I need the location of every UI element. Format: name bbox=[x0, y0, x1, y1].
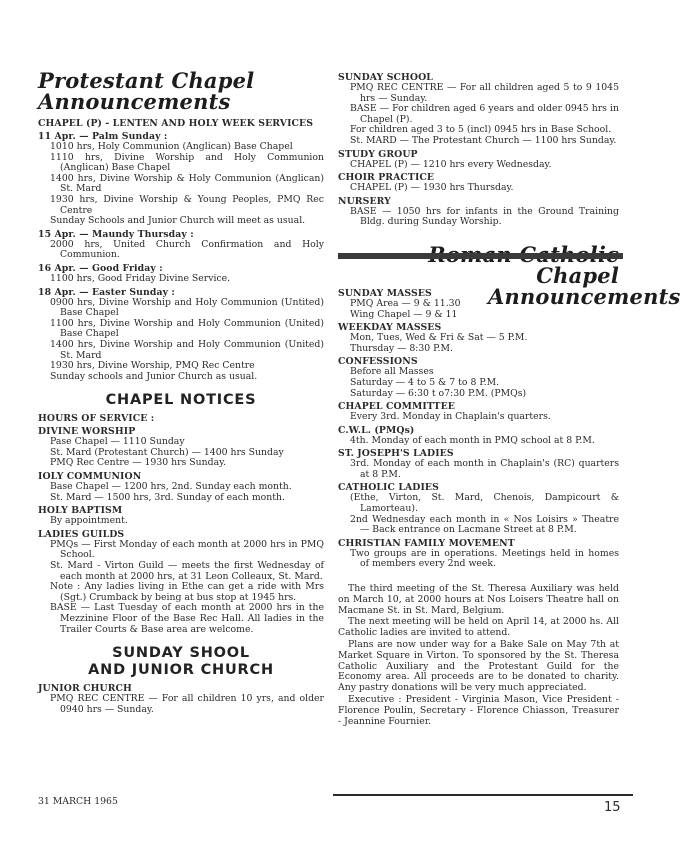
notice-section bbox=[338, 448, 619, 480]
section-heading: CHRISTIAN FAMILY MOVEMENT bbox=[338, 537, 515, 549]
catholic-paragraph: Executive : President - Virginia Mason, Vice President - Florence Poulin, Secretary - Florence Chiasson, Treasurer - Jeannine Fournier. bbox=[338, 694, 619, 727]
day-heading: 11 Apr. — Palm Sunday : bbox=[38, 131, 168, 142]
catholic-paragraph: Plans are now under way for a Bake Sale on May 7th at Market Square in Virton. To sponsored by the St. Theresa Catholic Auxiliary and the Protestant Guild for the Economy area. All proceeds are to be donated to charity. Any pastry donations will be very much appreciated. bbox=[338, 639, 619, 694]
section-item: Pase Chapel — 1110 Sunday bbox=[50, 436, 185, 448]
section-item: Wing Chapel — 9 & 11 bbox=[350, 308, 458, 320]
section-item: St. MARD — The Protestant Church — 1100 hrs Sunday. bbox=[350, 134, 617, 146]
section-item: BASE — 1050 hrs for infants in the Ground Training Bldg. during Sunday Worship. bbox=[350, 205, 619, 228]
section-item: St. Mard - Virton Guild — meets the first Wednesday of each month at 2000 hrs, at 31 Leon Colleaux, St. Mard. bbox=[50, 560, 324, 582]
day-item: 1110 hrs, Divine Worship and Holy Communion (Anglican) Base Chapel bbox=[50, 151, 324, 174]
footer-date: 31 MARCH 1965 bbox=[38, 796, 118, 807]
day-item: 1100 hrs, Good Friday Divine Service. bbox=[50, 272, 231, 284]
notice-section bbox=[338, 356, 619, 399]
notice-section bbox=[338, 149, 619, 171]
section-item: Before all Masses bbox=[350, 366, 434, 378]
catholic-sections bbox=[338, 322, 619, 570]
section-item: Saturday — 6:30 t o7:30 P.M. (PMQs) bbox=[350, 387, 527, 399]
section-heading: CHAPEL COMMITTEE bbox=[338, 401, 455, 413]
day-item: 1100 hrs, Divine Worship and Holy Communion (United) Base Chapel bbox=[50, 317, 324, 340]
holy-week-day bbox=[38, 229, 324, 261]
notice-section bbox=[338, 482, 619, 535]
section-heading: CONFESSIONS bbox=[338, 356, 418, 368]
protestant-title bbox=[38, 70, 324, 112]
section-heading: C.W.L. (PMQs) bbox=[338, 424, 415, 436]
day-item: Sunday schools and Junior Church as usual. bbox=[50, 370, 258, 382]
catholic-paragraph: The third meeting of the St. Theresa Auxiliary was held on March 10, at 2000 hours at Nos Loisers Theatre hall on Macmane St. in St. Mard, Belgium. bbox=[338, 583, 619, 616]
notice-section bbox=[38, 505, 324, 527]
catholic-title-line2-wrap bbox=[488, 283, 681, 309]
section-heading: NURSERY bbox=[338, 195, 391, 207]
right-column bbox=[338, 0, 681, 728]
section-item: 4th. Monday of each month in PMQ school at 8 P.M. bbox=[350, 434, 595, 446]
section-item: Two groups are in operations. Meetings held in homes of members every 2nd week. bbox=[350, 547, 619, 570]
notice-section bbox=[338, 72, 619, 147]
section-item: PMQ REC CENTRE — For all children aged 5 to 9 1045 hrs — Sunday. bbox=[350, 82, 619, 104]
section-heading: DIVINE WORSHIP bbox=[38, 426, 136, 438]
notice-section bbox=[38, 471, 324, 503]
left-column bbox=[38, 0, 324, 715]
section-item: Mon, Tues, Wed & Fri & Sat — 5 P.M. bbox=[350, 332, 528, 344]
catholic-top-row bbox=[338, 283, 681, 320]
section-item: PMQs — First Monday of each month at 2000 hrs in PMQ School. bbox=[50, 538, 324, 561]
section-item: St. Mard (Protestant Church) — 1400 hrs Sunday bbox=[50, 446, 284, 458]
day-item: 1010 hrs, Holy Communion (Anglican) Base Chapel bbox=[50, 141, 293, 152]
section-item: Thursday — 8:30 P.M. bbox=[350, 342, 453, 354]
section-item: St. Mard — 1500 hrs, 3rd. Sunday of each month. bbox=[50, 491, 285, 503]
catholic-paragraphs bbox=[338, 584, 619, 727]
holy-week-days bbox=[38, 131, 324, 382]
notice-section bbox=[338, 196, 619, 228]
catholic-title-line1: Chapel bbox=[536, 262, 619, 288]
section-item: Saturday — 4 to 5 & 7 to 8 P.M. bbox=[350, 376, 500, 388]
junior-church-heading: JUNIOR CHURCH bbox=[38, 683, 132, 695]
section-item: 2nd Wednesday each month in « Nos Loisirs » Theatre — Back entrance on Lacmane Street at 8 P.M. bbox=[350, 513, 619, 536]
notice-section bbox=[338, 425, 619, 447]
notice-section bbox=[338, 288, 488, 320]
sunday-school-sections bbox=[338, 72, 619, 228]
section-heading: WEEKDAY MASSES bbox=[338, 322, 442, 334]
section-divider bbox=[338, 253, 623, 259]
hours-heading: HOURS OF SERVICE : bbox=[38, 413, 155, 425]
day-heading: 18 Apr. — Easter Sunday : bbox=[38, 286, 175, 298]
services-heading: CHAPEL (P) - LENTEN AND HOLY WEEK SERVICES bbox=[38, 118, 314, 129]
catholic-title-line2: Announcements bbox=[488, 283, 681, 309]
protestant-title-line1: Protestant Chapel bbox=[38, 68, 255, 93]
day-item: 0900 hrs, Divine Worship and Holy Communion (Untited) Base Chapel bbox=[50, 296, 324, 319]
section-heading: ST. JOSEPH'S LADIES bbox=[338, 448, 454, 460]
notice-section bbox=[38, 426, 324, 469]
notice-section bbox=[338, 172, 619, 194]
catholic-title bbox=[338, 244, 619, 286]
section-item: Note : Any ladies living in Ethe can get a ride with Mrs (Sgt.) Crumback by being at bus stop at 1945 hrs. bbox=[50, 581, 324, 603]
protestant-title-line2: Announcements bbox=[38, 89, 231, 114]
notice-section bbox=[338, 322, 619, 354]
section-heading: LADIES GUILDS bbox=[38, 528, 125, 540]
section-item: Base Chapel — 1200 hrs, 2nd. Sunday each month. bbox=[50, 481, 292, 493]
notice-sections bbox=[38, 426, 324, 635]
section-heading: CHOIR PRACTICE bbox=[338, 172, 435, 184]
section-heading: IOLY COMMUNION bbox=[38, 471, 142, 483]
section-item: (Ethe, Virton, St. Mard, Chenois, Dampicourt & Lamorteau). bbox=[350, 492, 619, 515]
holy-week-day bbox=[38, 287, 324, 383]
day-item: 2000 hrs, United Church Confirmation and Holy Communion. bbox=[50, 238, 324, 261]
section-heading: HOLY BAPTISM bbox=[38, 505, 123, 517]
day-item: 1930 hrs, Divine Worship, PMQ Rec Centre bbox=[50, 360, 255, 372]
day-heading: 15 Apr. — Maundy Thursday : bbox=[38, 228, 194, 240]
page-number: 15 bbox=[604, 800, 621, 815]
section-heading: STUDY GROUP bbox=[338, 148, 418, 160]
footer-rule bbox=[333, 794, 633, 796]
section-item: For children aged 3 to 5 (incl) 0945 hrs in Base School. bbox=[350, 124, 612, 136]
notice-section bbox=[338, 401, 619, 423]
notice-section bbox=[338, 538, 619, 570]
sunday-school-title-line1: SUNDAY SHOOL bbox=[112, 645, 250, 662]
day-item: 1930 hrs, Divine Worship & Young Peoples, PMQ Rec Centre bbox=[50, 193, 324, 216]
junior-church-item: PMQ REC CENTRE — For all children 10 yrs, and older 0940 hrs — Sunday. bbox=[50, 693, 324, 715]
holy-week-day bbox=[38, 131, 324, 227]
section-heading: SUNDAY SCHOOL bbox=[338, 72, 433, 83]
sunday-school-title bbox=[38, 645, 324, 679]
catholic-first-section bbox=[338, 286, 488, 320]
section-item: PMQ Area — 9 & 11.30 bbox=[350, 297, 461, 309]
section-item: 3rd. Monday of each month in Chaplain's (RC) quarters at 8 P.M. bbox=[350, 458, 619, 480]
day-item: Sunday Schools and Junior Church will meet as usual. bbox=[50, 215, 306, 227]
section-heading: CATHOLIC LADIES bbox=[338, 482, 439, 494]
section-item: BASE — Last Tuesday of each month at 2000 hrs in the Mezzinine Floor of the Base Rec Hall. All ladies in the Trailer Courts & Base area are welcome. bbox=[50, 602, 324, 635]
day-item: 1400 hrs, Divine Worship and Holy Communion (United) St. Mard bbox=[50, 338, 324, 361]
catholic-paragraph: The next meeting will be held on April 14, at 2000 hs. All Catholic ladies are invited to attend. bbox=[338, 616, 619, 639]
section-item: CHAPEL (P) — 1210 hrs every Wednesday. bbox=[350, 158, 552, 170]
day-item: 1400 hrs, Divine Worship & Holy Communion (Anglican) St. Mard bbox=[50, 172, 324, 195]
section-item: Every 3rd. Monday in Chaplain's quarters. bbox=[350, 411, 551, 423]
holy-week-day bbox=[38, 263, 324, 285]
day-heading: 16 Apr. — Good Friday : bbox=[38, 262, 163, 274]
section-heading: SUNDAY MASSES bbox=[338, 287, 432, 299]
section-item: By appointment. bbox=[50, 515, 128, 527]
section-item: PMQ Rec Centre — 1930 hrs Sunday. bbox=[50, 457, 227, 469]
chapel-notices-title: CHAPEL NOTICES bbox=[105, 392, 257, 409]
notice-section bbox=[38, 529, 324, 635]
section-item: CHAPEL (P) — 1930 hrs Thursday. bbox=[350, 182, 514, 194]
sunday-school-title-line2: AND JUNIOR CHURCH bbox=[88, 662, 274, 679]
section-item: BASE — For children aged 6 years and older 0945 hrs in Chapel (P). bbox=[350, 103, 619, 125]
